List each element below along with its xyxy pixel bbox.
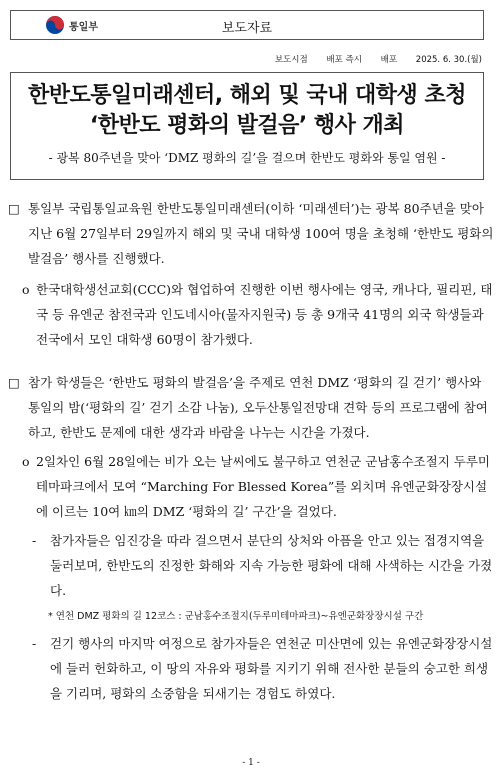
paragraph-4 bbox=[8, 449, 494, 524]
distribution-label: 배포 bbox=[380, 55, 398, 65]
paragraph-text: 2일차인 6월 28일에는 비가 오는 날씨에도 불구하고 연천군 군남홍수조절지 두루미테마파크에서 모여 “Marching For Blessed Korea”를 외치며 유엔군화장장시설에 이르는 10여 ㎞의 DMZ ‘평화의 길’ 구간’을 걸었다. bbox=[36, 454, 490, 519]
course-note: * 연천 DMZ 평화의 길 12코스 : 군남홍수조절지(두루미테마파크)~유엔군화장장시설 구간 bbox=[48, 611, 424, 622]
subtitle: - 광복 80주년을 맞아 ‘DMZ 평화의 길’을 걸으며 한반도 평화와 통일 염원 - bbox=[48, 151, 446, 165]
paragraph-3 bbox=[8, 370, 494, 445]
document-type: 보도자료 bbox=[221, 21, 273, 36]
square-bullet: □ bbox=[8, 201, 20, 216]
paragraph-text: 참가자들은 임진강을 따라 걸으면서 분단의 상처와 아픔을 안고 있는 접경지역을 둘러보며, 한반도의 진정한 화해와 지속 가능한 평화에 대해 사색하는 시간을 가졌다. bbox=[50, 533, 493, 598]
paragraph-text: 참가 학생들은 ‘한반도 평화의 발걸음’을 주제로 연천 DMZ ‘평화의 길 걷기’ 행사와 통일의 밤(‘평화의 길’ 걷기 소감 나눔), 오두산통일전망대 견학 등의 프로그램에 참여하고, 한반도 문제에 대한 생각과 바람을 나누는 시간을 가졌다. bbox=[28, 375, 488, 440]
paragraph-2 bbox=[8, 277, 494, 352]
title-box bbox=[10, 72, 484, 180]
release-meta bbox=[259, 53, 482, 65]
paragraph-6 bbox=[8, 631, 494, 706]
release-value: 배포 즉시 bbox=[326, 55, 362, 65]
paragraph-text: 통일부 국립통일교육원 한반도통일미래센터(이하 ‘미래센터’)는 광복 80주년을 맞아 지난 6월 27일부터 29일까지 해외 및 국내 대학생 100여 명을 초청해 ‘한반도 평화의 발걸음’ 행사를 진행했다. bbox=[28, 201, 494, 266]
headline-line-1: 한반도통일미래센터, 해외 및 국내 대학생 초청 bbox=[28, 83, 466, 108]
release-label: 보도시점 bbox=[274, 55, 308, 65]
article-body bbox=[8, 196, 494, 706]
paragraph-text: 걷기 행사의 마지막 여정으로 참가자들은 연천군 미산면에 있는 유엔군화장장시설에 들러 헌화하고, 이 땅의 자유와 평화를 지키기 위해 전사한 분들의 숭고한 희생을 기리며, 평화의 소중함을 되새기는 경험도 하였다. bbox=[50, 636, 493, 701]
dash-bullet: - bbox=[32, 533, 37, 548]
paragraph-5 bbox=[8, 528, 494, 603]
circle-bullet: o bbox=[22, 282, 30, 297]
page-number: - 1 - bbox=[242, 758, 260, 768]
release-date: 2025. 6. 30.(월) bbox=[415, 55, 482, 65]
paragraph-1 bbox=[8, 196, 494, 271]
ministry-name: 통일부 bbox=[69, 21, 98, 33]
headline-line-2: ‘한반도 평화의 발걸음’ 행사 개최 bbox=[89, 113, 405, 138]
dash-bullet: - bbox=[32, 636, 37, 651]
paragraph-text: 한국대학생선교회(CCC)와 협업하여 진행한 이번 행사에는 영국, 캐나다, 필리핀, 태국 등 유엔군 참전국과 인도네시아(물자지원국) 등 총 9개국 41명의 외국 학생들과 전국에서 모인 대학생 60명이 참가했다. bbox=[36, 282, 493, 347]
square-bullet: □ bbox=[8, 375, 20, 390]
circle-bullet: o bbox=[22, 454, 30, 469]
header-box bbox=[10, 10, 484, 40]
